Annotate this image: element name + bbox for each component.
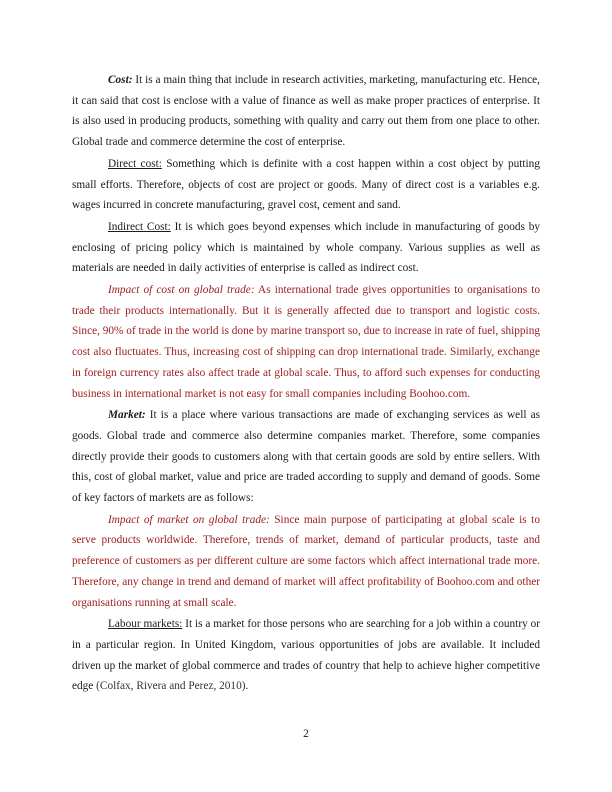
paragraph-market-text: It is a place where various transactions are made of exchanging services as well as goods. Global trade and commerce also determine companies market. Therefore, some companies directly provide their goods to customers along with that certain goods are sold by entire sellers. With this, cost of global market, value and price are traded according to supply and demand of goods. Some of key factors of markets are as follows: (72, 409, 540, 505)
paragraph-indirect-cost-text: It is which goes beyond expenses which include in manufacturing of goods by enclosing of pricing policy which is maintained by whole company. Various supplies as well as materials are needed in daily activities of enterprise is called as indirect cost. (72, 220, 541, 275)
term-impact-cost: Impact of cost on global trade: (108, 284, 255, 297)
term-impact-market: Impact of market on global trade: (108, 513, 270, 526)
paragraph-impact-market-text: Since main purpose of participating at global scale is to serve products worldwide. Therefore, trends of market, demand of particular products, taste and preference of customers as per different culture are some factors which affect international trade more. Therefore, any change in trend and demand of market will affect profitability of Boohoo.com and other organisations running at small scale. (72, 513, 540, 609)
term-direct-cost: Direct cost: (108, 157, 162, 170)
paragraph-labour-markets-text: It is a market for those persons who are searching for a job within a country or in a particular region. In United Kingdom, various opportunities of jobs are available. It included driven up the market of global commerce and trades of country that help to achieve higher competitive edge (72, 618, 540, 693)
paragraph-impact-cost (72, 280, 540, 404)
paragraph-impact-market (72, 510, 540, 614)
paragraph-cost (72, 70, 540, 153)
paragraph-indirect-cost (72, 217, 540, 279)
paragraph-direct-cost-text: Something which is definite with a cost happen within a cost object by putting small efforts. Therefore, objects of cost are project or goods. Many of direct cost is a variables e.g. wages incurred in concrete manufacturing, gravel cost, cement and sand. (72, 157, 540, 212)
term-indirect-cost: Indirect Cost: (108, 220, 171, 233)
paragraph-cost-text: It is a main thing that include in research activities, marketing, manufacturing etc. Hence, it can said that cost is enclose with a value of finance as well as make proper practices of enterprise. It is also used in producing products, something with quality and carry out them from one place to other. Global trade and commerce determine the cost of enterprise. (72, 74, 540, 149)
paragraph-impact-cost-text: As international trade gives opportunities to organisations to trade their products internationally. But it is generally affected due to transport and logistic costs. Since, 90% of trade in the world is done by marine transport so, due to increase in rate of fuel, shipping cost also fluctuates. Thus, increasing cost of shipping can drop international trade. Similarly, exchange in foreign currency rates also affect trade at global scale. Thus, to afford such expenses for conducting business in international market is not easy for small companies including Boohoo.com. (72, 284, 540, 400)
paragraph-direct-cost (72, 154, 540, 216)
paragraph-labour-markets (72, 614, 540, 697)
term-labour-markets: Labour markets: (108, 618, 183, 631)
term-cost: Cost: (108, 74, 133, 86)
paragraph-labour-markets-tail: . (245, 680, 249, 693)
citation: (Colfax, Rivera and Perez, 2010) (96, 680, 246, 693)
term-market: Market: (108, 409, 146, 422)
paragraph-market (72, 405, 540, 509)
document-page (72, 70, 540, 698)
page-number: 2 (303, 728, 309, 740)
